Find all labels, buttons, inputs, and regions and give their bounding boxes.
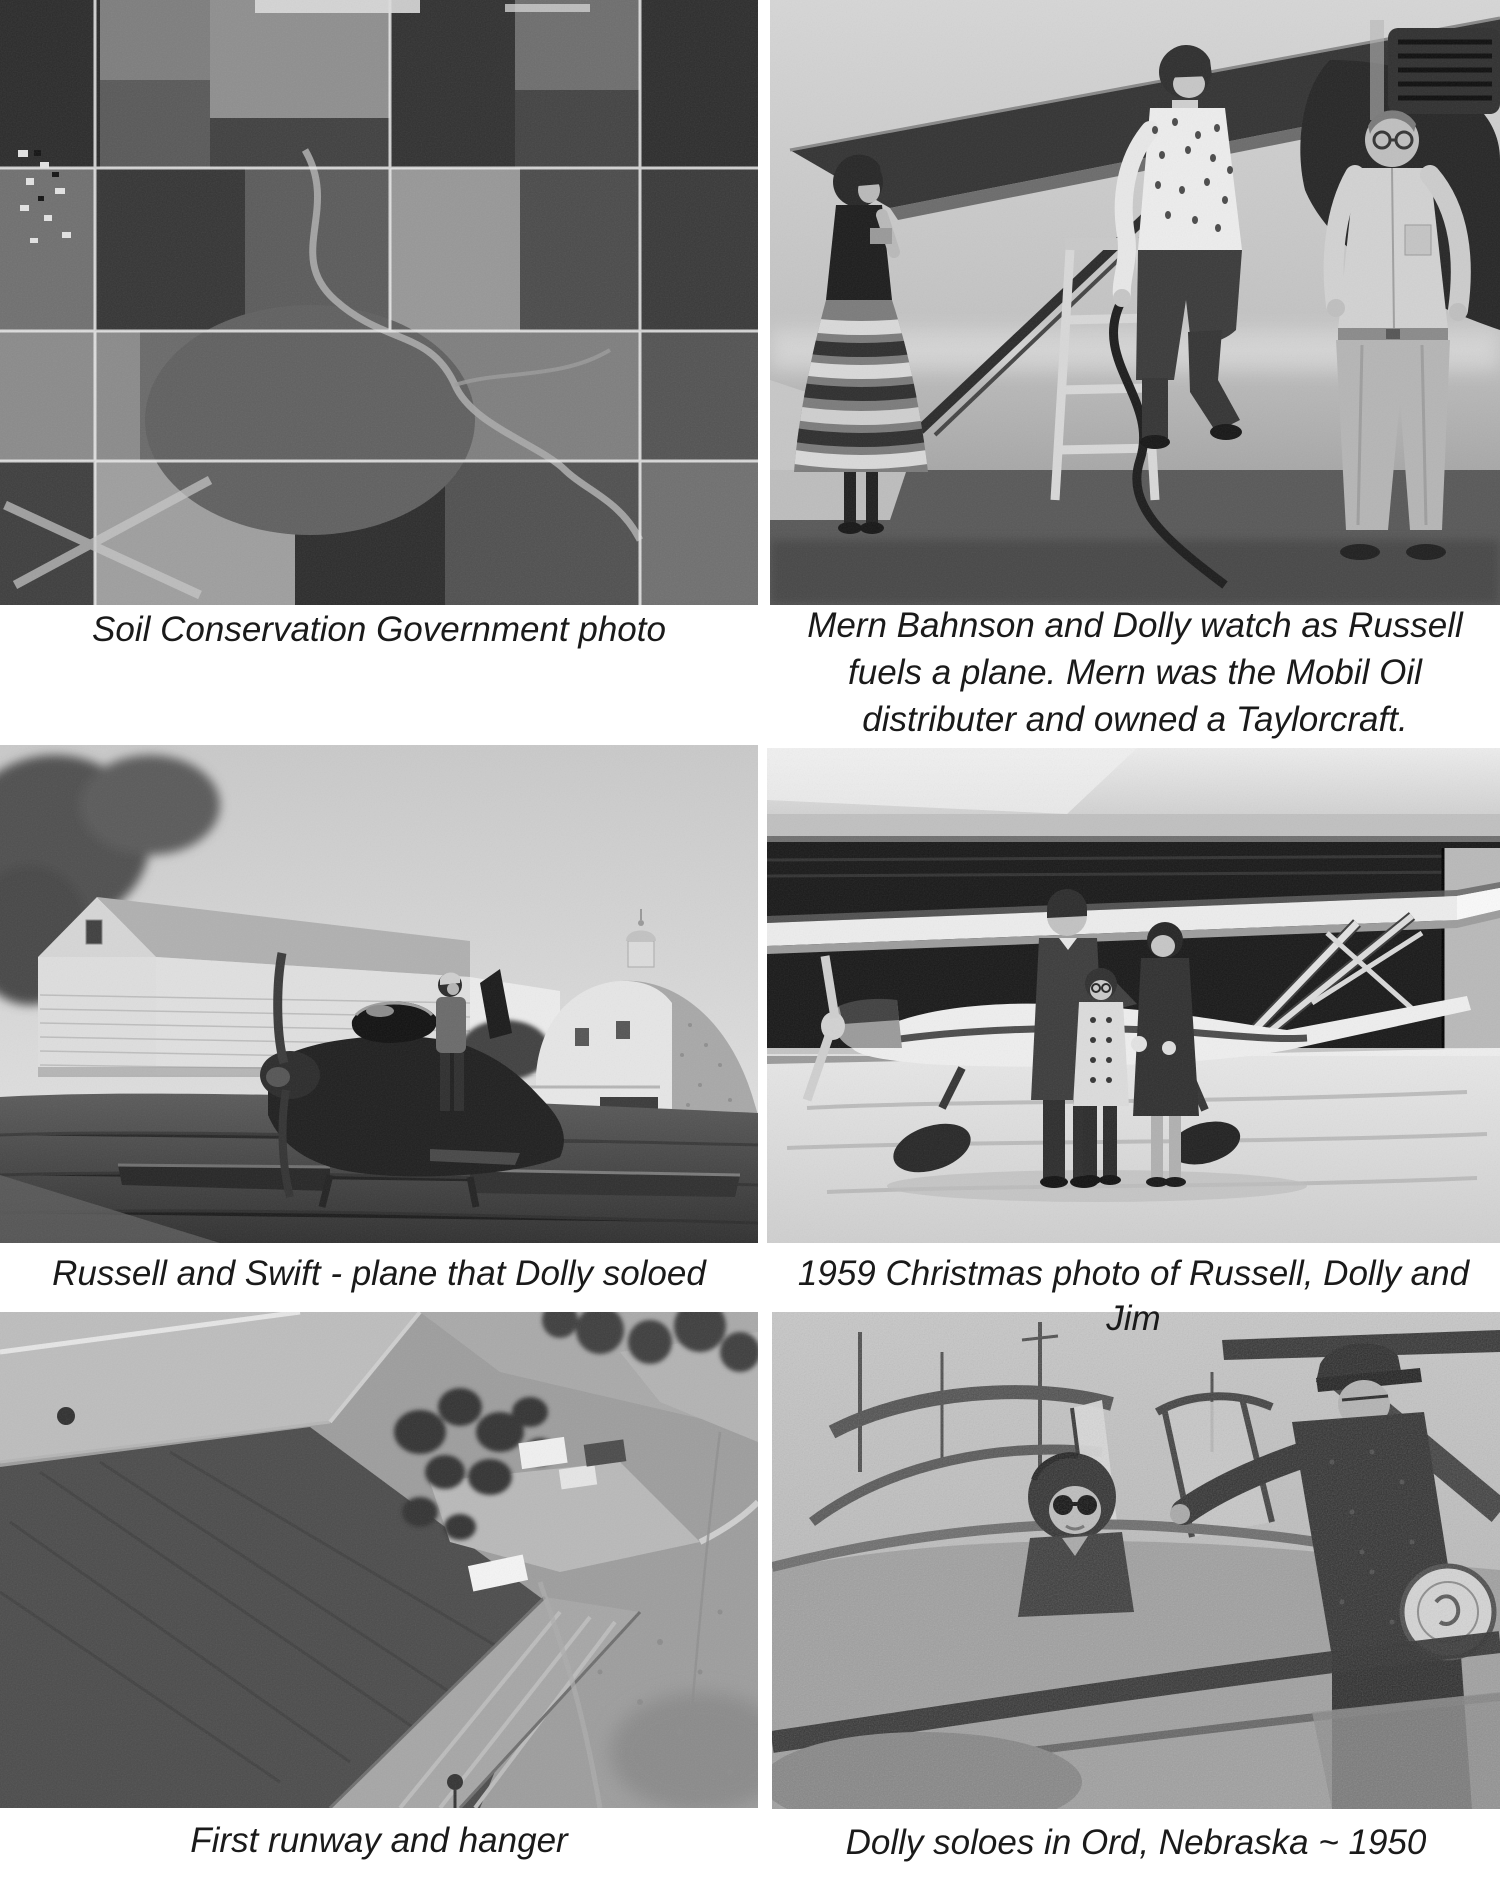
caption-russell-and-swift — [0, 1251, 758, 1296]
dolly-solo-ord-image — [772, 1312, 1500, 1809]
caption-line: fuels a plane. Mern was the Mobil Oil — [848, 653, 1422, 692]
photo-christmas-1959 — [767, 748, 1500, 1243]
caption-christmas-1959 — [767, 1251, 1500, 1341]
caption-dolly-solo-ord — [772, 1820, 1500, 1865]
caption-line: 1959 Christmas photo of Russell, Dolly and Jim — [797, 1254, 1470, 1338]
caption-line: Dolly soloes in Ord, Nebraska ~ 1950 — [845, 1823, 1427, 1862]
caption-line: First runway and hanger — [190, 1821, 568, 1860]
caption-first-runway — [0, 1818, 758, 1863]
caption-line: Russell and Swift - plane that Dolly soloed — [52, 1254, 706, 1293]
caption-line: Soil Conservation Government photo — [92, 610, 666, 649]
caption-line: distributer and owned a Taylorcraft. — [862, 700, 1408, 739]
photo-first-runway — [0, 1312, 758, 1808]
photo-fueling-plane — [770, 0, 1500, 605]
caption-line: Mern Bahnson and Dolly watch as Russell — [807, 606, 1463, 645]
russell-and-swift-image — [0, 745, 758, 1243]
fueling-plane-image — [770, 0, 1500, 605]
christmas-1959-image — [767, 748, 1500, 1243]
caption-fueling-plane — [770, 602, 1500, 743]
photo-dolly-solo-ord — [772, 1312, 1500, 1809]
photo-russell-and-swift — [0, 745, 758, 1243]
first-runway-aerial-image — [0, 1312, 758, 1808]
photo-soil-conservation — [0, 0, 758, 605]
soil-conservation-aerial-image — [0, 0, 758, 605]
caption-soil-conservation — [0, 607, 758, 652]
